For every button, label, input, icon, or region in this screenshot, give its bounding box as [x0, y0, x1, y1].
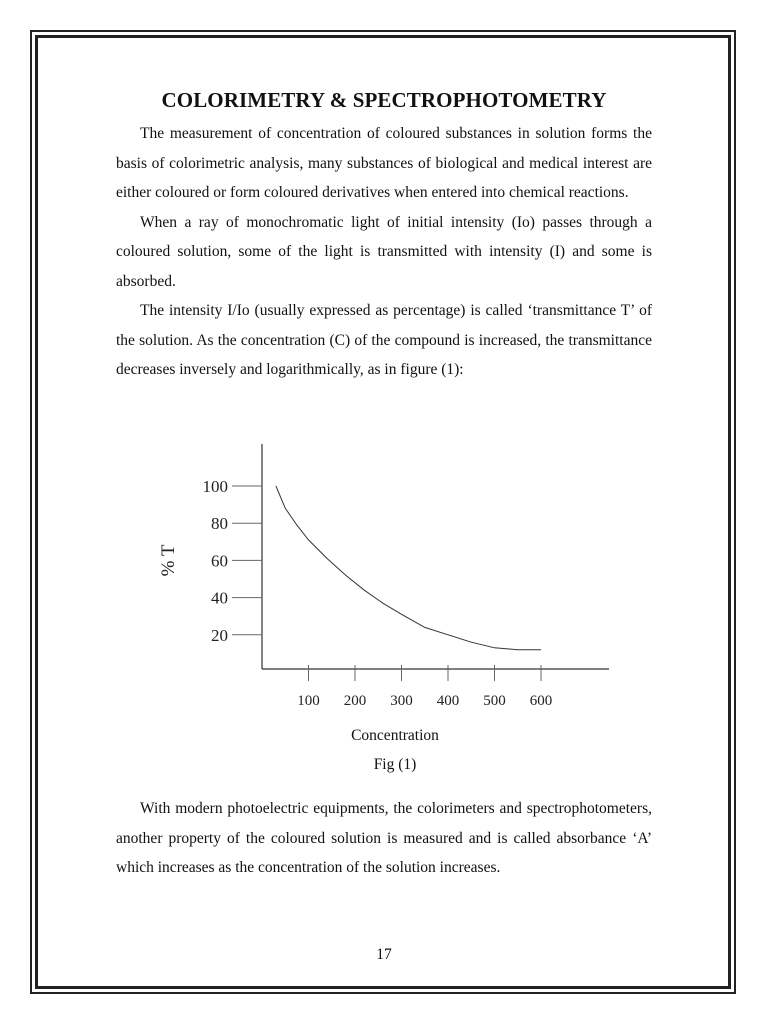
page-number: 17 [376, 946, 392, 963]
paragraph-1: The measurement of concentration of coloured substances in solution forms the basis of colorimetric analysis, many substances of biological and medical interest are either coloured or form coloured derivatives when entered into chemical reactions. [116, 125, 652, 201]
y-tick-label: 80 [211, 514, 228, 534]
paragraph-2: When a ray of monochromatic light of initial intensity (Io) passes through a coloured solution, some of the light is transmitted with intensity (I) and some is absorbed. [116, 213, 652, 290]
y-tick-label: 20 [211, 625, 228, 645]
document-body [116, 84, 652, 385]
transmittance-curve [276, 486, 541, 650]
y-tick-label: 60 [211, 551, 228, 571]
x-tick-label: 300 [390, 693, 413, 709]
transmittance-chart [116, 436, 652, 726]
paragraph-4: With modern photoelectric equipments, the colorimeters and spectrophotometers, another property of the coloured solution is measured and is called absorbance ‘A’ which increases as the concentration of the solution increases. [116, 800, 652, 876]
figure-x-caption: Concentration [351, 727, 439, 744]
x-tick-label: 100 [297, 693, 320, 709]
x-tick-label: 400 [436, 693, 460, 709]
x-tick-label: 600 [529, 693, 553, 709]
y-tick-label: 100 [202, 477, 228, 496]
figure-caption: Fig (1) [373, 756, 417, 773]
figure-1 [116, 436, 652, 780]
page-title: COLORIMETRY & SPECTROPHOTOMETRY [161, 88, 607, 112]
document-body-continued [116, 794, 652, 883]
x-tick-label: 500 [483, 693, 506, 709]
x-tick-label: 200 [343, 693, 367, 709]
paragraph-3: The intensity I/Io (usually expressed as percentage) is called ‘transmittance T’ of the solution. As the concentration (C) of the compound is increased, the transmittance decreases inversely and logarithmically, as in figure (1): [116, 302, 652, 378]
y-tick-label: 40 [211, 588, 228, 608]
y-axis-label: % T [158, 544, 179, 577]
